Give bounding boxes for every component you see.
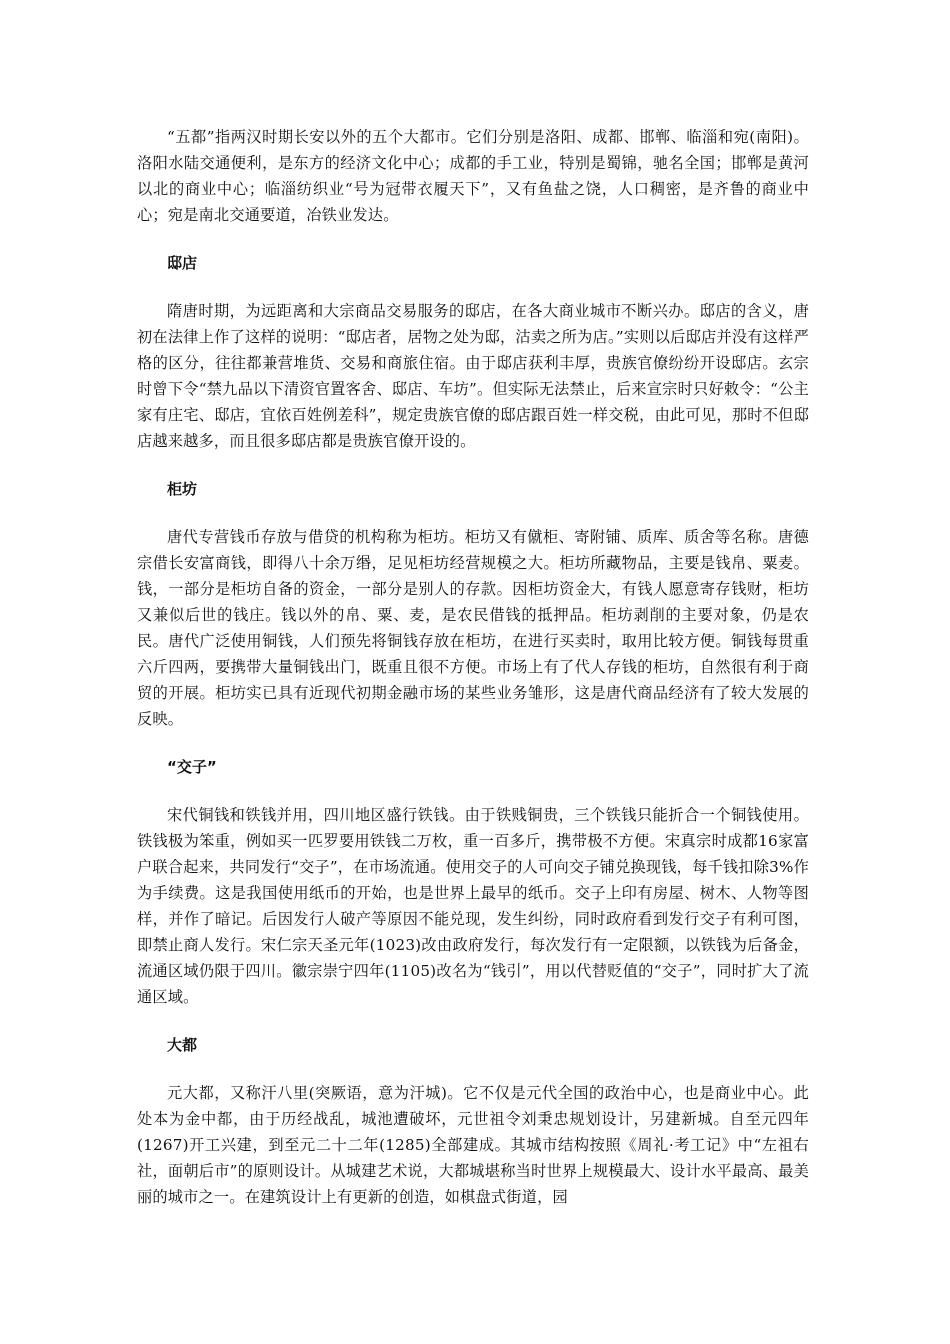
heading-jiaozi: “交子”: [167, 758, 217, 776]
paragraph-wudu: “五都”指两汉时期长安以外的五个大都市。它们分别是洛阳、成都、邯郸、临淄和宛(南阳)。洛阳水陆交通便利，是东方的经济文化中心；成都的手工业，特别是蜀锦，驰名全国；邯郸是黄河以北的商业中心；临淄纺织业“号为冠带衣履天下”，又有鱼盐之饶，人口稠密，是齐鲁的商业中心；宛是南北交通要道，冶铁业发达。: [137, 128, 809, 224]
paragraph-guifang: 唐代专营钱币存放与借贷的机构称为柜坊。柜坊又有僦柜、寄附铺、质库、质舍等名称。唐德宗借长安富商钱，即得八十余万缗，足见柜坊经营规模之大。柜坊所藏物品，主要是钱帛、粟麦。钱，一部分是柜坊自备的资金，一部分是别人的存款。因柜坊资金大，有钱人愿意寄存钱财，柜坊又兼似后世的钱庄。钱以外的帛、粟、麦，是农民借钱的抵押品。柜坊剥削的主要对象，仍是农民。唐代广泛使用铜钱，人们预先将铜钱存放在柜坊，在进行买卖时，取用比较方便。铜钱每贯重六斤四两，要携带大量铜钱出门，既重且很不方便。市场上有了代人存钱的柜坊，自然很有利于商贸的开展。柜坊实已具有近现代初期金融市场的某些业务雏形，这是唐代商品经济有了较大发展的反映。: [137, 528, 809, 728]
heading-guifang: 柜坊: [167, 480, 198, 498]
paragraph-dadu: 元大都，又称汗八里(突厥语，意为汗城)。它不仅是元代全国的政治中心，也是商业中心。此处本为金中都，由于历经战乱，城池遭破坏，元世祖令刘秉忠规划设计，另建新城。自至元四年(1267)开工兴建，到至元二十二年(1285)全部建成。其城市结构按照《周礼·考工记》中“左祖右社，面朝后市”的原则设计。从城建艺术说，大都城堪称当时世界上规模最大、设计水平最高、最美丽的城市之一。在建筑设计上有更新的创造，如棋盘式街道，园: [137, 1084, 809, 1206]
document-body: [137, 124, 809, 1210]
heading-didian: 邸店: [167, 254, 198, 272]
heading-dadu: 大都: [167, 1036, 198, 1054]
paragraph-didian: 隋唐时期，为远距离和大宗商品交易服务的邸店，在各大商业城市不断兴办。邸店的含义，唐初在法律上作了这样的说明：“邸店者，居物之处为邸，沽卖之所为店。”实则以后邸店并没有这样严格的区分，往往都兼营堆货、交易和商旅住宿。由于邸店获利丰厚，贵族官僚纷纷开设邸店。玄宗时曾下令“禁九品以下清资官置客舍、邸店、车坊”。但实际无法禁止，后来宣宗时只好敕令：“公主家有庄宅、邸店，宜依百姓例差科”，规定贵族官僚的邸店跟百姓一样交税，由此可见，那时不但邸店越来越多，而且很多邸店都是贵族官僚开设的。: [137, 302, 809, 450]
paragraph-jiaozi: 宋代铜钱和铁钱并用，四川地区盛行铁钱。由于铁贱铜贵，三个铁钱只能折合一个铜钱使用。铁钱极为笨重，例如买一匹罗要用铁钱二万枚，重一百多斤，携带极不方便。宋真宗时成都16家富户联合起来，共同发行“交子”，在市场流通。使用交子的人可向交子铺兑换现钱，每千钱扣除3%作为手续费。这是我国使用纸币的开始，也是世界上最早的纸币。交子上印有房屋、树木、人物等图样，并作了暗记。后因发行人破产等原因不能兑现，发生纠纷，同时政府看到发行交子有利可图，即禁止商人发行。宋仁宗天圣元年(1023)改由政府发行，每次发行有一定限额，以铁钱为后备金，流通区域仍限于四川。徽宗崇宁四年(1105)改名为“钱引”，用以代替贬值的“交子”，同时扩大了流通区域。: [137, 806, 809, 1006]
